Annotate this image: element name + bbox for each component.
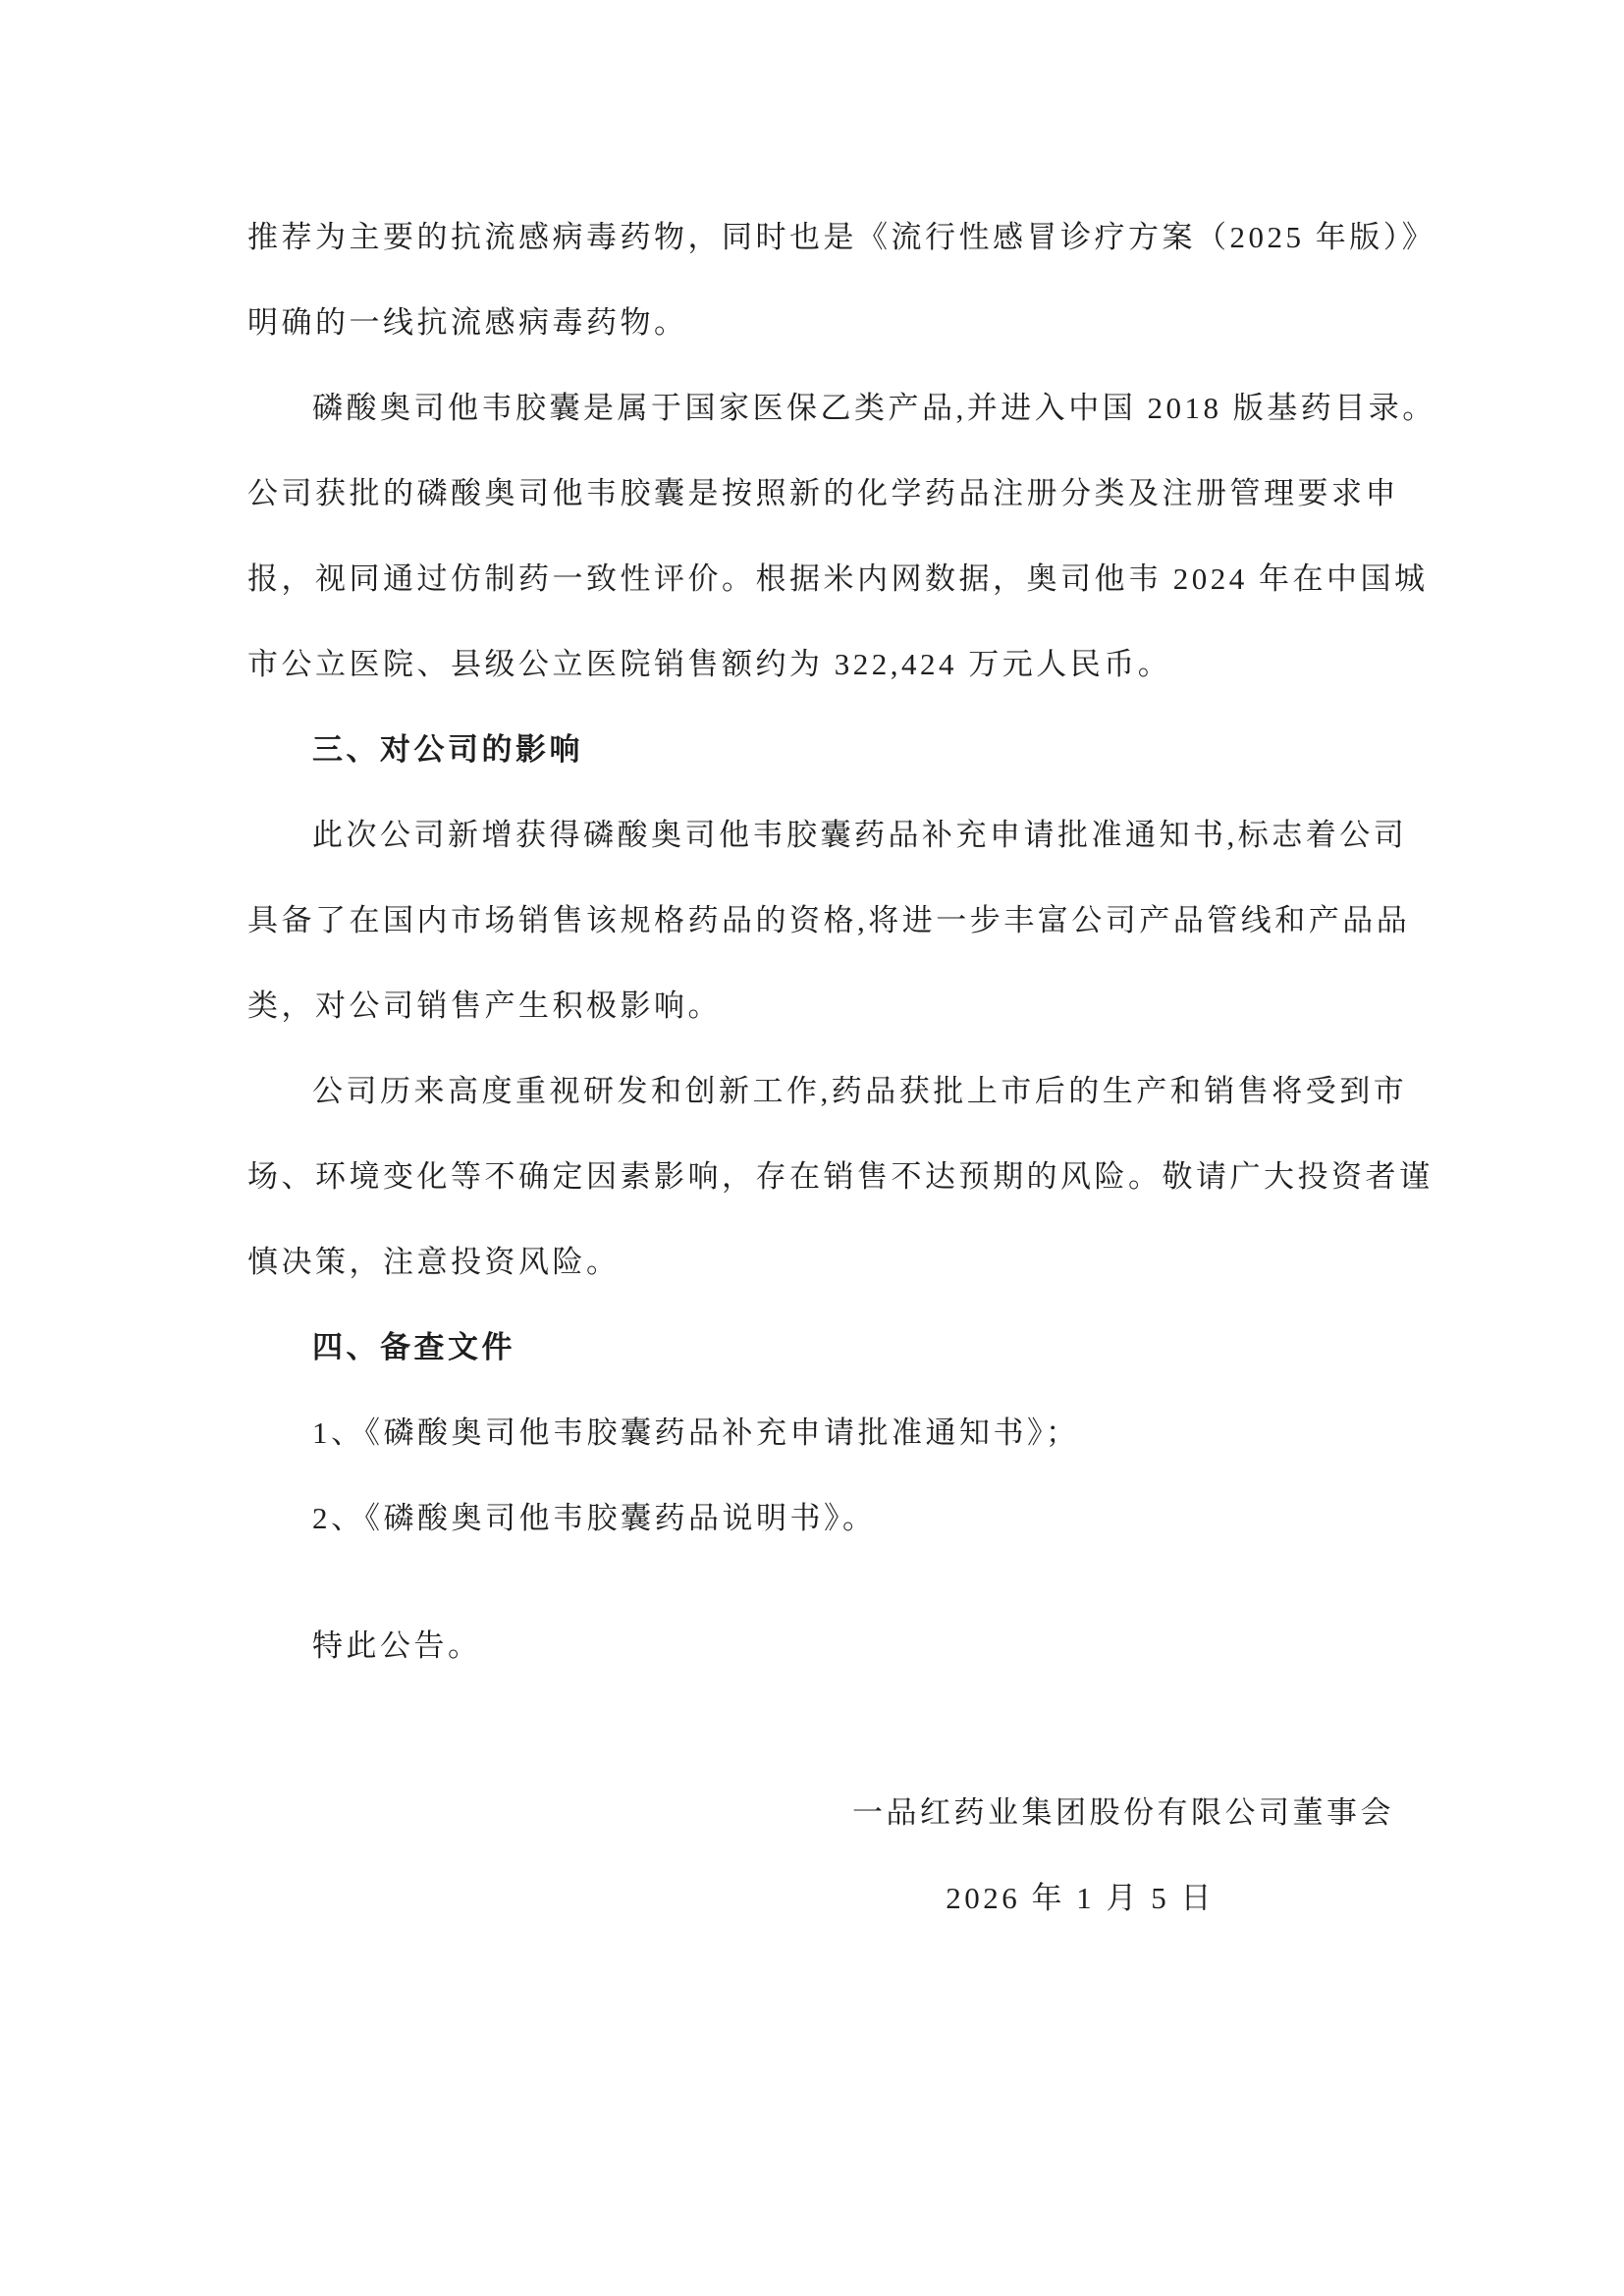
paragraph-line: 明确的一线抗流感病毒药物。: [247, 305, 688, 340]
paragraph-line: 慎决策，注意投资风险。: [247, 1245, 621, 1279]
reference-doc-item: 2、《磷酸奥司他韦胶囊药品说明书》。: [312, 1501, 877, 1535]
document-body: [247, 194, 1436, 1561]
closing-statement: 特此公告。: [312, 1629, 482, 1663]
paragraph-line: 推荐为主要的抗流感病毒药物，同时也是《流行性感冒诊疗方案（2025 年版）》: [247, 220, 1436, 254]
paragraph-line: 公司获批的磷酸奥司他韦胶囊是按照新的化学药品注册分类及注册管理要求申: [247, 476, 1399, 510]
reference-doc-item: 1、《磷酸奥司他韦胶囊药品补充申请批准通知书》；: [312, 1415, 1080, 1450]
paragraph-line: 市公立医院、县级公立医院销售额约为 322,424 万元人民币。: [247, 647, 1172, 681]
paragraph-line: 报，视同通过仿制药一致性评价。根据米内网数据，奥司他韦 2024 年在中国城: [247, 561, 1429, 596]
paragraph-line: 磷酸奥司他韦胶囊是属于国家医保乙类产品,并进入中国 2018 版基药目录。: [312, 391, 1436, 425]
section-heading-reference-documents: 四、备查文件: [312, 1330, 515, 1364]
signature-board: 一品红药业集团股份有限公司董事会: [852, 1795, 1394, 1830]
announcement-date: 2026 年 1 月 5 日: [946, 1881, 1215, 1915]
paragraph-line: 场、环境变化等不确定因素影响，存在销售不达预期的风险。敬请广大投资者谨: [247, 1159, 1434, 1194]
section-heading-company-impact: 三、对公司的影响: [312, 732, 583, 767]
paragraph-line: 类，对公司销售产生积极影响。: [247, 988, 722, 1023]
paragraph-line: 公司历来高度重视研发和创新工作,药品获批上市后的生产和销售将受到市: [312, 1074, 1408, 1108]
paragraph-line: 具备了在国内市场销售该规格药品的资格,将进一步丰富公司产品管线和产品品: [247, 903, 1411, 937]
paragraph-line: 此次公司新增获得磷酸奥司他韦胶囊药品补充申请批准通知书,标志着公司: [312, 818, 1408, 852]
